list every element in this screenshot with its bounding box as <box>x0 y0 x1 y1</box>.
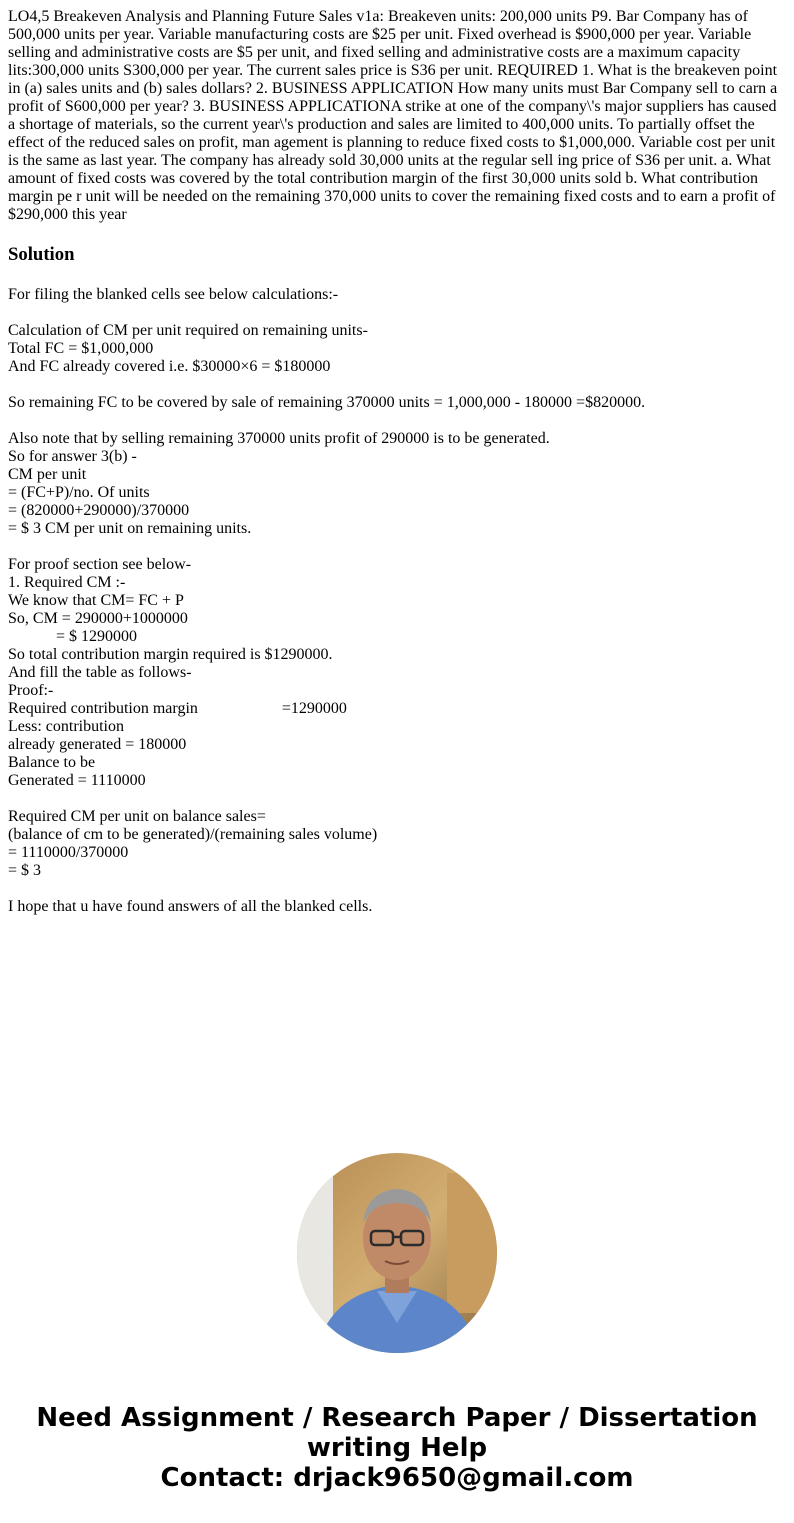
solution-line: And FC already covered i.e. $30000×6 = $180000 <box>8 358 331 375</box>
solution-line: I hope that u have found answers of all the blanked cells. <box>8 898 373 915</box>
solution-line: already generated = 180000 <box>8 736 187 753</box>
solution-line: = $ 1290000 <box>8 628 138 645</box>
solution-line: 1. Required CM :- <box>8 574 126 591</box>
question-text: LO4,5 Breakeven Analysis and Planning Future Sales v1a: Breakeven units: 200,000 units P9. Bar Company has of 500,000 units per year. Variable manufacturing costs are $25 per unit. Fixed overhead is $900,000 per year. Variable selling and administrative costs are $5 per unit, and fixed selling and administrative costs are a maximum capacity lits:300,000 units S300,000 per year. The current sales price is S36 per unit. REQUIRED 1. What is the breakeven point in (a) sales units and (b) sales dollars? 2. BUSINESS APPLICATION How many units must Bar Company sell to carn a profit of S600,000 per year? 3. BUSINESS APPLICATIONA strike at one of the company\'s major suppliers has caused a shortage of materials, so the current year\'s production and sales are limited to 400,000 units. To partially offset the effect of the reduced sales on profit, man agement is planning to reduce fixed costs to $1,000,000. Variable cost per unit is the same as last year. The company has already sold 30,000 units at the regular sell ing price of S36 per unit. a. What amount of fixed costs was covered by the total contribution margin of the first 30,000 units sold b. What contribution margin pe r unit will be needed on the remaining 370,000 units to cover the remaining fixed costs and to earn a profit of $290,000 this year <box>8 8 778 223</box>
solution-line: So, CM = 290000+1000000 <box>8 610 188 627</box>
footer-line-1: Need Assignment / Research Paper / Dissertation <box>36 1403 758 1433</box>
footer-contact: Contact: drjack9650@gmail.com <box>160 1463 634 1493</box>
solution-line: So for answer 3(b) - <box>8 448 137 465</box>
solution-line: = (820000+290000)/370000 <box>8 502 190 519</box>
solution-line: = $ 3 <box>8 862 42 879</box>
solution-line: Required contribution margin =1290000 <box>8 700 347 717</box>
solution-line: Proof:- <box>8 682 54 699</box>
solution-line <box>8 412 786 430</box>
solution-line: Total FC = $1,000,000 <box>8 340 154 357</box>
solution-line: (balance of cm to be generated)/(remaining sales volume) <box>8 826 378 843</box>
solution-line: Calculation of CM per unit required on remaining units- <box>8 322 368 339</box>
solution-line: = (FC+P)/no. Of units <box>8 484 150 501</box>
solution-line: For filing the blanked cells see below calculations:- <box>8 286 339 303</box>
solution-line: = 1110000/370000 <box>8 844 129 861</box>
solution-line: So total contribution margin required is $1290000. <box>8 646 333 663</box>
solution-line: Required CM per unit on balance sales= <box>8 808 266 825</box>
promo-footer <box>0 1403 794 1493</box>
author-avatar <box>297 1153 497 1353</box>
solution-line <box>8 376 786 394</box>
solution-line: Balance to be <box>8 754 96 771</box>
footer-line-2: writing Help <box>306 1433 488 1463</box>
solution-line: So remaining FC to be covered by sale of remaining 370000 units = 1,000,000 - 180000 =$820000. <box>8 394 646 411</box>
solution-line <box>8 304 786 322</box>
solution-line: Less: contribution <box>8 718 124 735</box>
solution-line: We know that CM= FC + P <box>8 592 184 609</box>
solution-line: Also note that by selling remaining 370000 units profit of 290000 is to be generated. <box>8 430 550 447</box>
author-portrait-icon <box>297 1153 497 1353</box>
solution-body <box>8 286 786 916</box>
document-body <box>8 8 786 916</box>
solution-line: Generated = 1110000 <box>8 772 146 789</box>
solution-line: CM per unit <box>8 466 87 483</box>
solution-line <box>8 790 786 808</box>
solution-line: And fill the table as follows- <box>8 664 192 681</box>
solution-line: For proof section see below- <box>8 556 192 573</box>
solution-line: = $ 3 CM per unit on remaining units. <box>8 520 252 537</box>
solution-line <box>8 880 786 898</box>
solution-line <box>8 538 786 556</box>
solution-heading: Solution <box>8 244 75 265</box>
